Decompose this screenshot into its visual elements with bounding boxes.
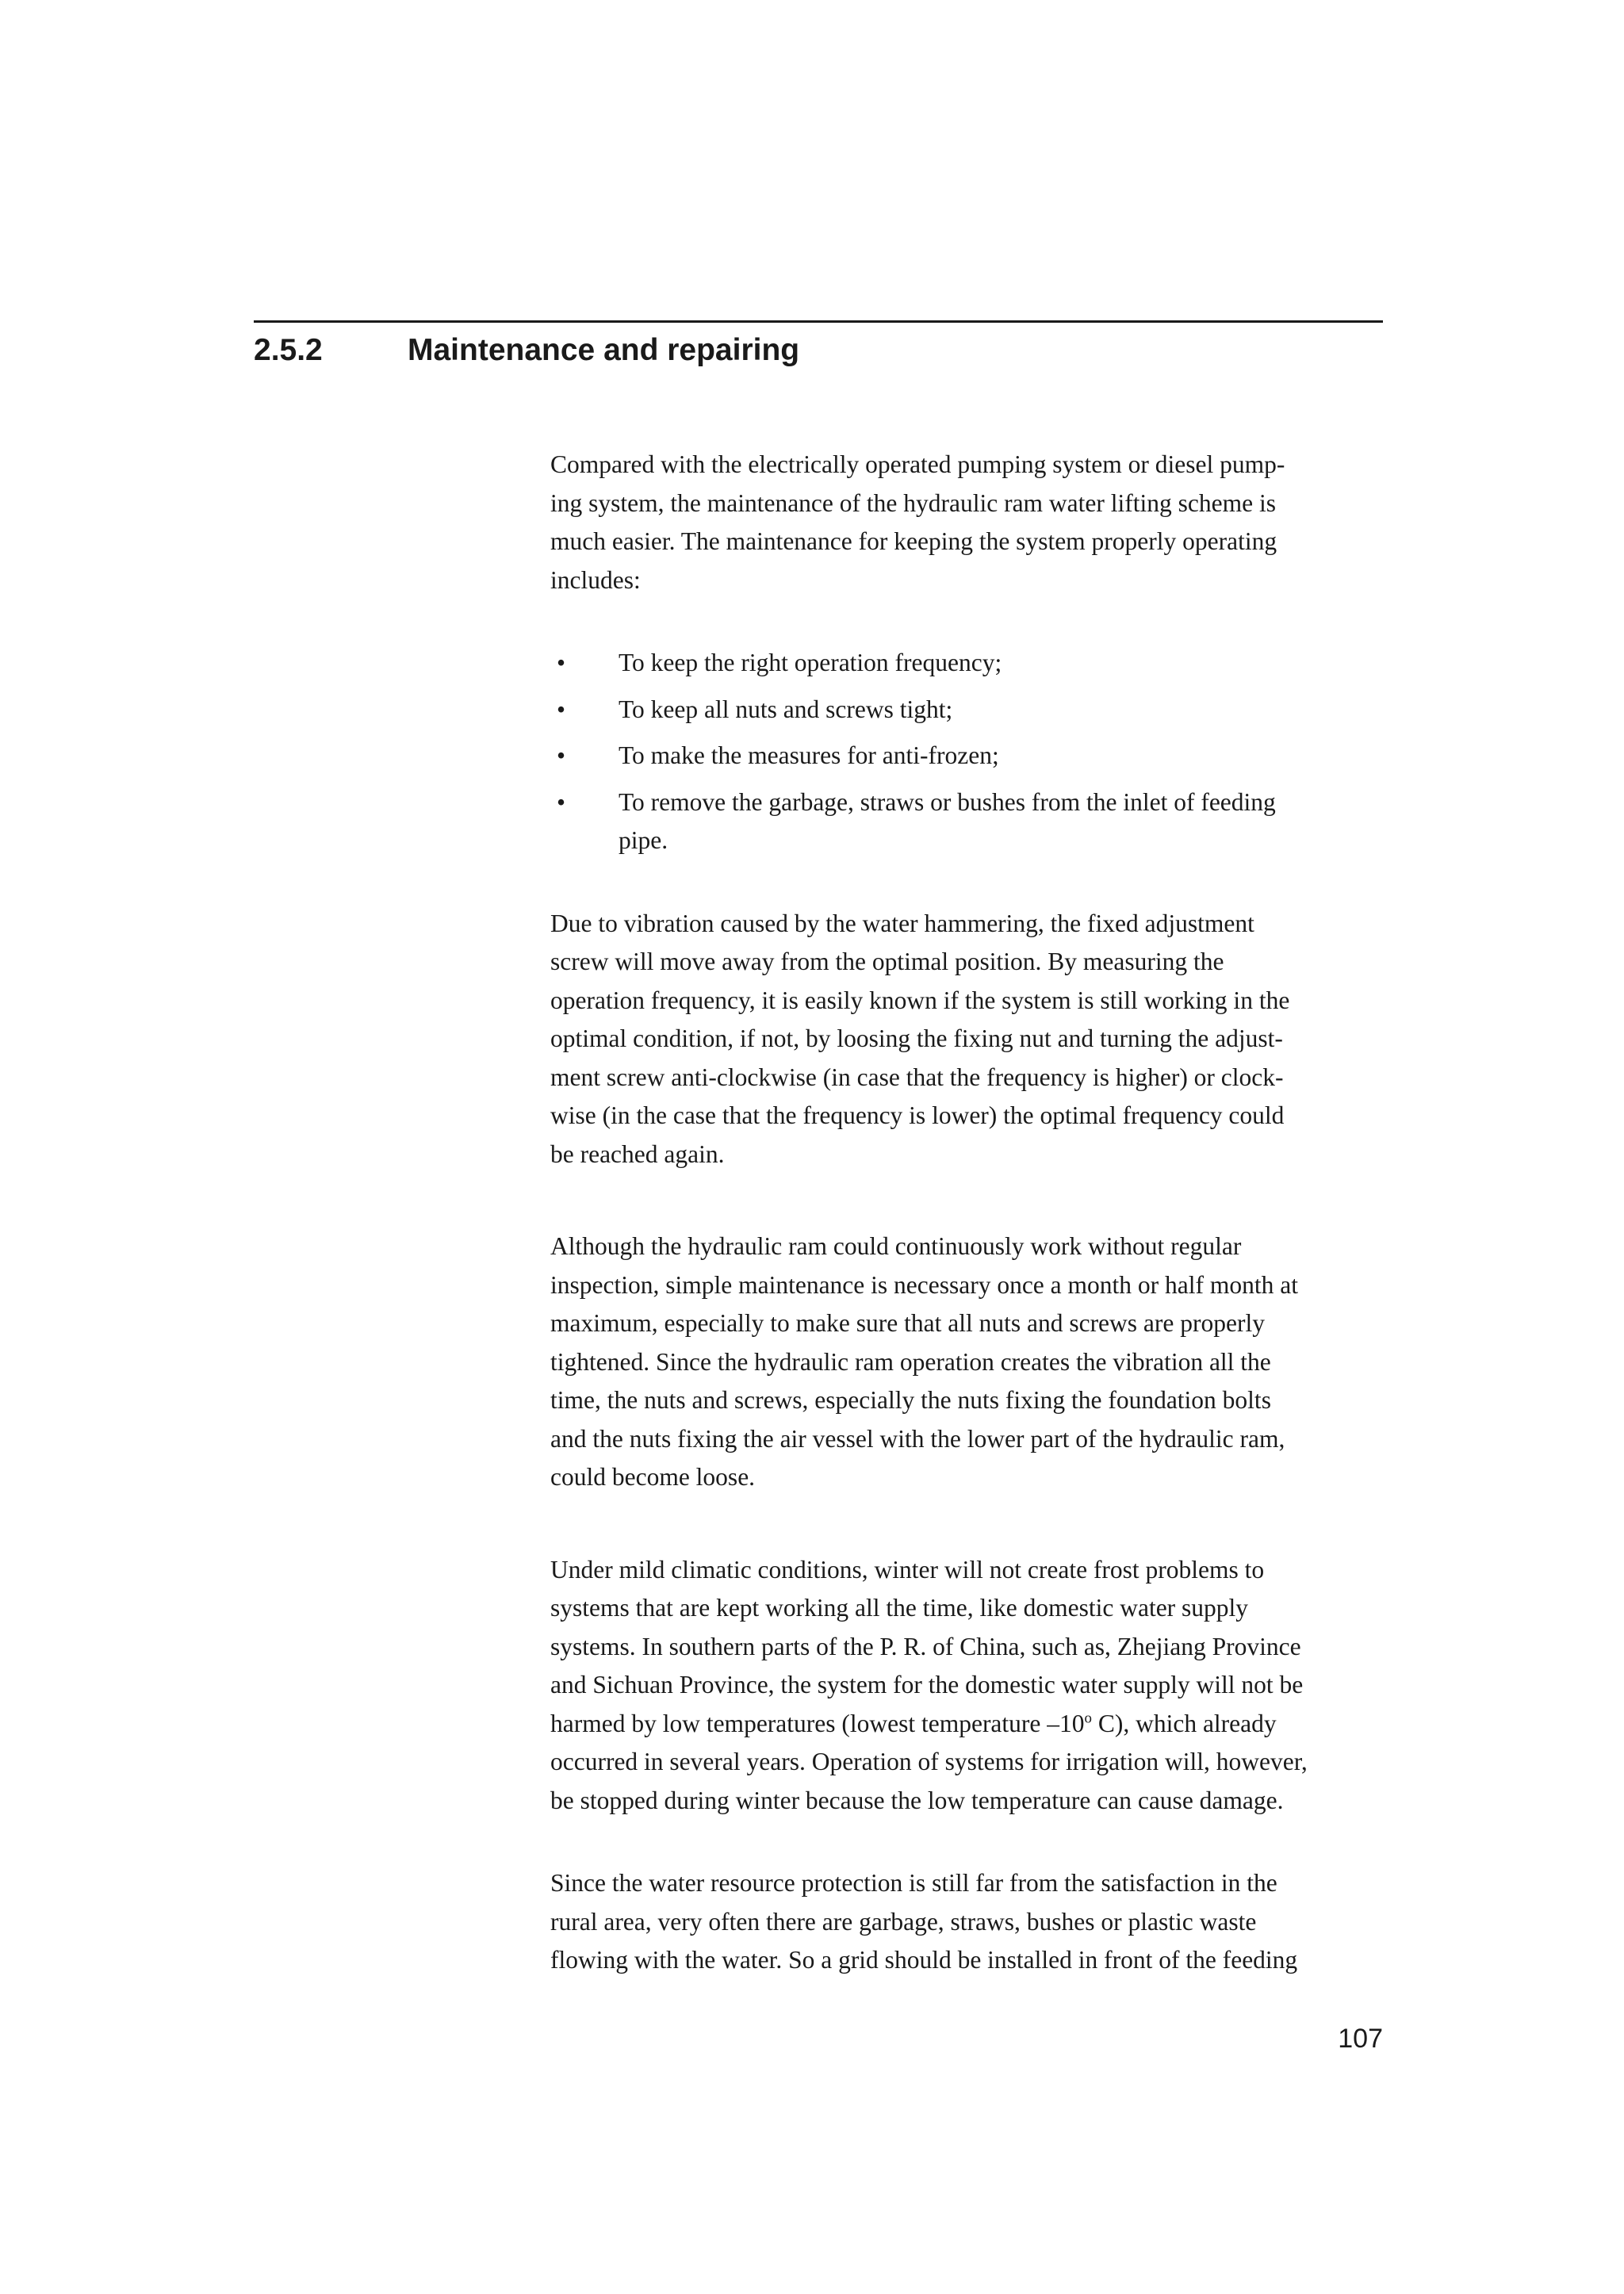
paragraph-vibration (550, 905, 1394, 1174)
text-line: Although the hydraulic ram could continuously work without regular (550, 1232, 1242, 1260)
text-line: wise (in the case that the frequency is lower) the optimal frequency could (550, 1101, 1285, 1129)
text-line: optimal condition, if not, by loosing the fixing nut and turning the adjust- (550, 1024, 1283, 1052)
text-line: operation frequency, it is easily known if the system is still working in the (550, 986, 1290, 1014)
bullet-icon: • (557, 695, 566, 723)
text-line: inspection, simple maintenance is necessary once a month or half month at (550, 1270, 1298, 1299)
text-line: be reached again. (550, 1139, 725, 1168)
bullet-icon: • (557, 649, 566, 676)
text-line: maximum, especially to make sure that all nuts and screws are properly (550, 1309, 1265, 1337)
text-fragment: C), which already (1091, 1709, 1277, 1737)
text-line: and Sichuan Province, the system for the domestic water supply will not be (550, 1671, 1304, 1698)
list-item (550, 691, 1394, 730)
list-item-text: To keep all nuts and screws tight; (619, 695, 953, 723)
degree-superscript: o (1084, 1710, 1092, 1727)
text-line: occurred in several years. Operation of systems for irrigation will, however, (550, 1748, 1308, 1775)
list-item-text: pipe. (619, 826, 668, 854)
text-line: ing system, the maintenance of the hydraulic ram water lifting scheme is (550, 488, 1276, 517)
text-line: tightened. Since the hydraulic ram operation creates the vibration all the (550, 1347, 1271, 1376)
body-text (550, 446, 1394, 1980)
page-number: 107 (1338, 2024, 1383, 2054)
text-fragment: harmed by low temperatures (lowest temperature –10 (550, 1709, 1085, 1737)
text-line: flowing with the water. So a grid should be installed in front of the feeding (550, 1946, 1298, 1974)
list-item (550, 783, 1394, 860)
text-line: Due to vibration caused by the water hammering, the fixed adjustment (550, 909, 1254, 937)
text-line: time, the nuts and screws, especially the nuts fixing the foundation bolts (550, 1386, 1271, 1414)
text-line: includes: (550, 565, 641, 594)
list-item (550, 737, 1394, 776)
section-number: 2.5.2 (254, 333, 323, 367)
text-line: ment screw anti-clockwise (in case that the frequency is higher) or clock- (550, 1063, 1284, 1091)
paragraph-winter (550, 1551, 1394, 1821)
text-line: much easier. The maintenance for keeping the system properly operating (550, 527, 1277, 555)
list-item-text: To remove the garbage, straws or bushes from the inlet of feeding (619, 787, 1276, 816)
text-line: systems. In southern parts of the P. R. of China, such as, Zhejiang Province (550, 1632, 1301, 1660)
text-line: be stopped during winter because the low temperature can cause damage. (550, 1786, 1284, 1814)
text-line: and the nuts fixing the air vessel with the lower part of the hydraulic ram, (550, 1424, 1285, 1453)
text-line (550, 1705, 1394, 1744)
section-title: Maintenance and repairing (408, 333, 800, 367)
bullet-icon: • (557, 787, 566, 816)
section-heading (254, 327, 1383, 374)
text-line: Since the water resource protection is still far from the satisfaction in the (550, 1869, 1277, 1897)
paragraph-inspection (550, 1227, 1394, 1497)
bullet-icon: • (557, 741, 566, 769)
text-line: Compared with the electrically operated pumping system or diesel pump- (550, 450, 1285, 478)
paragraph-intro (550, 446, 1394, 599)
list-item-text: To make the measures for anti-frozen; (619, 741, 999, 769)
section-rule (254, 320, 1383, 323)
text-line: rural area, very often there are garbage, straws, bushes or plastic waste (550, 1907, 1257, 1936)
list-item (550, 644, 1394, 683)
text-line: could become loose. (550, 1463, 756, 1491)
maintenance-list (550, 644, 1394, 860)
text-line: screw will move away from the optimal position. By measuring the (550, 948, 1224, 975)
text-line: Under mild climatic conditions, winter will not create frost problems to (550, 1555, 1265, 1584)
paragraph-grid (550, 1864, 1394, 1980)
list-item-text: To keep the right operation frequency; (619, 649, 1002, 676)
text-line: systems that are kept working all the time, like domestic water supply (550, 1594, 1249, 1622)
